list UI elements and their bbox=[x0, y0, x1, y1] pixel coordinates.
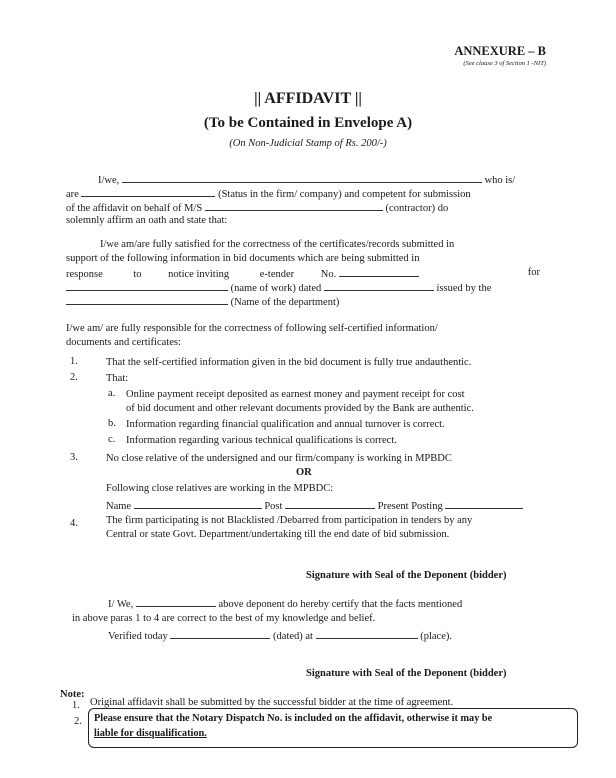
or-label: OR bbox=[296, 467, 312, 478]
verify-place: (place). bbox=[420, 631, 452, 642]
date-blank bbox=[324, 280, 434, 291]
item-2a-letter: a. bbox=[108, 388, 116, 399]
signature-deponent-1: Signature with Seal of the Deponent (bidder) bbox=[306, 570, 507, 581]
note-1-number: 1. bbox=[72, 700, 80, 711]
document-subtitle: (To be Contained in Envelope A) bbox=[203, 115, 413, 131]
para3-line-2: documents and certificates: bbox=[66, 337, 181, 348]
intro-line-4: solemnly affirm an oath and state that: bbox=[66, 215, 228, 226]
para2-line-5 bbox=[66, 294, 339, 309]
para2-line-4 bbox=[66, 280, 491, 295]
verify-iwe: I/ We, bbox=[108, 599, 134, 610]
note-label: Note: bbox=[60, 689, 85, 700]
item-2c-letter: c. bbox=[108, 434, 116, 445]
note-2-line-2: liable for disqualification. bbox=[94, 728, 207, 739]
relative-posting-blank bbox=[445, 498, 523, 509]
intro-line-3 bbox=[66, 200, 448, 215]
para2-line-1: I/we am/are fully satisfied for the correctness of the certificates/records submitted in bbox=[100, 239, 455, 250]
intro-are: are bbox=[66, 189, 79, 200]
verify-deponent: above deponent do hereby certify that the facts mentioned bbox=[218, 599, 463, 610]
note-2-line-1: Please ensure that the Notary Dispatch No. is included on the affidavit, otherwise it may be bbox=[94, 713, 493, 724]
item-2b-letter: b. bbox=[108, 418, 116, 429]
para2-line-3 bbox=[66, 266, 540, 281]
item-1-number: 1. bbox=[70, 356, 78, 367]
item-4-line-2: Central or state Govt. Department/undertaking till the end date of bid submission. bbox=[106, 529, 450, 540]
p2-issued: issued by the bbox=[436, 283, 492, 294]
name-blank bbox=[122, 172, 482, 183]
intro-line-2 bbox=[66, 186, 471, 201]
relatives-line: Following close relatives are working in the MPBDC: bbox=[106, 483, 334, 494]
p2-to: to bbox=[133, 269, 142, 280]
item-1-text: That the self-certified information given in the bid document is fully true andauthentic. bbox=[106, 357, 472, 368]
verify-dated-at: (dated) at bbox=[273, 631, 313, 642]
item-3-number: 3. bbox=[70, 452, 78, 463]
intro-whois: who is/ bbox=[484, 175, 516, 186]
note-2-number: 2. bbox=[74, 716, 82, 727]
note-1-text: Original affidavit shall be submitted by the successful bidder at the time of agreement. bbox=[90, 697, 454, 708]
verify-line-3 bbox=[108, 628, 452, 643]
verify-name-blank bbox=[136, 596, 216, 607]
intro-line-1 bbox=[98, 172, 515, 187]
annexure-label: ANNEXURE – B bbox=[454, 44, 546, 58]
document-title: || AFFIDAVIT || bbox=[254, 90, 362, 107]
annexure-reference: (See clause 3 of Section 1 -NIT) bbox=[463, 60, 546, 67]
status-blank bbox=[81, 186, 215, 197]
verify-date-blank bbox=[170, 628, 270, 639]
intro-contractor: (contractor) do bbox=[385, 203, 449, 214]
para2-line-2: support of the following information in bid documents which are being submitted in bbox=[66, 253, 420, 264]
rel-name-label: Name bbox=[106, 501, 132, 512]
verify-today: Verified today bbox=[108, 631, 168, 642]
p2-etender: e-tender bbox=[259, 269, 295, 280]
work-name-blank bbox=[66, 280, 228, 291]
p2-dept: (Name of the department) bbox=[230, 297, 340, 308]
verify-place-blank bbox=[316, 628, 418, 639]
p2-for: for bbox=[527, 267, 540, 278]
intro-behalf: of the affidavit on behalf of M/S bbox=[66, 203, 203, 214]
verify-line-1 bbox=[108, 596, 462, 611]
item-2-number: 2. bbox=[70, 372, 78, 383]
intro-iwe: I/we, bbox=[98, 175, 120, 186]
relative-post-blank bbox=[285, 498, 375, 509]
p2-no: No. bbox=[320, 269, 337, 280]
item-2c-text: Information regarding various technical qualifications is correct. bbox=[126, 435, 397, 446]
item-2-text: That: bbox=[106, 373, 129, 384]
department-blank bbox=[66, 294, 228, 305]
item-2a-line-2: of bid document and other relevant documents provided by the Bank are authentic. bbox=[126, 403, 474, 414]
item-4-number: 4. bbox=[70, 518, 78, 529]
item-4-line-1: The firm participating is not Blacklisted /Debarred from participation in tenders by any bbox=[106, 515, 473, 526]
item-2b-text: Information regarding financial qualification and annual turnover is correct. bbox=[126, 419, 445, 430]
p2-response: response bbox=[66, 269, 103, 280]
para3-line-1: I/we am/ are fully responsible for the correctness of following self-certified information/ bbox=[66, 323, 438, 334]
firm-blank bbox=[205, 200, 383, 211]
stamp-note: (On Non-Judicial Stamp of Rs. 200/-) bbox=[229, 138, 387, 149]
intro-status: (Status in the firm/ company) and competent for submission bbox=[218, 189, 471, 200]
rel-posting-label: Present Posting bbox=[377, 501, 443, 512]
p2-dated: (name of work) dated bbox=[230, 283, 322, 294]
verify-line-2: in above paras 1 to 4 are correct to the best of my knowledge and belief. bbox=[72, 613, 376, 624]
signature-deponent-2: Signature with Seal of the Deponent (bidder) bbox=[306, 668, 507, 679]
p2-notice: notice inviting bbox=[168, 269, 230, 280]
item-3-text: No close relative of the undersigned and our firm/company is working in MPBDC bbox=[106, 453, 452, 464]
item-2a-line-1: Online payment receipt deposited as earnest money and payment receipt for cost bbox=[126, 389, 465, 400]
relatives-fields bbox=[106, 498, 523, 513]
relative-name-blank bbox=[134, 498, 262, 509]
rel-post-label: Post bbox=[264, 501, 283, 512]
tender-no-blank bbox=[339, 266, 419, 277]
